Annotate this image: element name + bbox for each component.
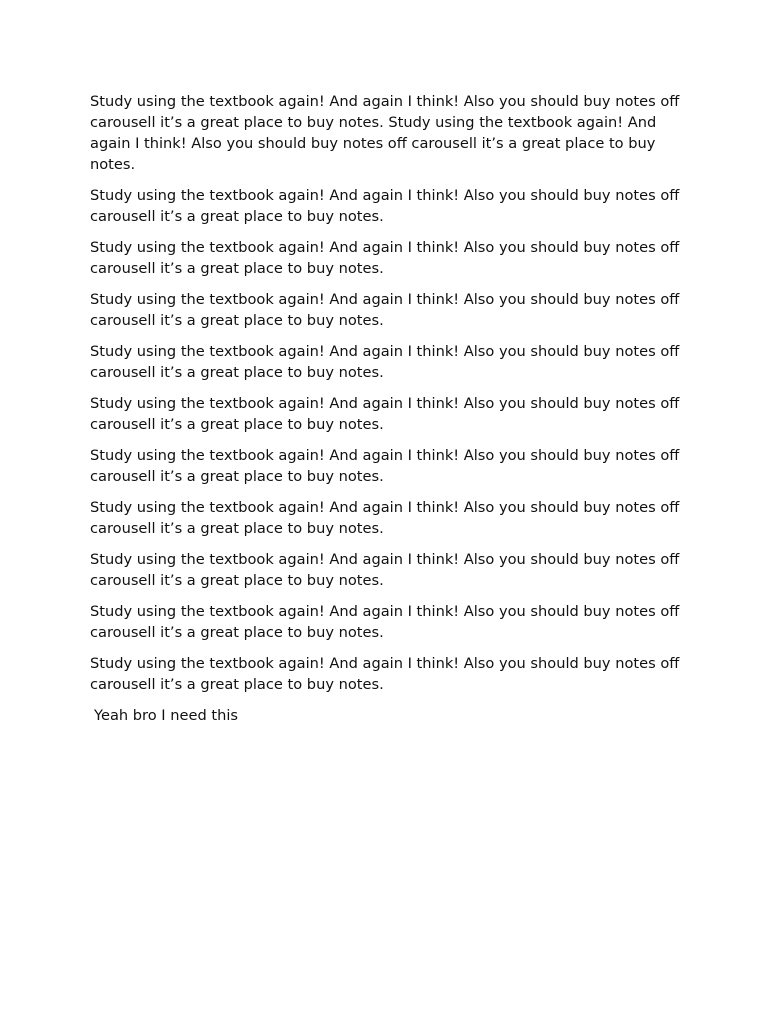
paragraph-3: Study using the textbook again! And again I think! Also you should buy notes off carousell it’s a great place to buy notes. xyxy=(90,239,680,277)
paragraph-11: Study using the textbook again! And again I think! Also you should buy notes off carousell it’s a great place to buy notes. xyxy=(90,655,680,693)
paragraph-8: Study using the textbook again! And again I think! Also you should buy notes off carousell it’s a great place to buy notes. xyxy=(90,499,680,537)
paragraph-6: Study using the textbook again! And again I think! Also you should buy notes off carousell it’s a great place to buy notes. xyxy=(90,395,680,433)
document-body xyxy=(90,91,680,736)
paragraph-7: Study using the textbook again! And again I think! Also you should buy notes off carousell it’s a great place to buy notes. xyxy=(90,447,680,485)
closing-line: Yeah bro I need this xyxy=(94,707,238,724)
paragraph-10: Study using the textbook again! And again I think! Also you should buy notes off carousell it’s a great place to buy notes. xyxy=(90,603,680,641)
paragraph-5: Study using the textbook again! And again I think! Also you should buy notes off carousell it’s a great place to buy notes. xyxy=(90,343,680,381)
paragraph-9: Study using the textbook again! And again I think! Also you should buy notes off carousell it’s a great place to buy notes. xyxy=(90,551,680,589)
paragraph-1: Study using the textbook again! And again I think! Also you should buy notes off carousell it’s a great place to buy notes. Study using the textbook again! And again I think! Also you should buy notes off carousell it’s a great place to buy notes. xyxy=(90,93,680,173)
paragraph-2: Study using the textbook again! And again I think! Also you should buy notes off carousell it’s a great place to buy notes. xyxy=(90,187,680,225)
paragraph-4: Study using the textbook again! And again I think! Also you should buy notes off carousell it’s a great place to buy notes. xyxy=(90,291,680,329)
